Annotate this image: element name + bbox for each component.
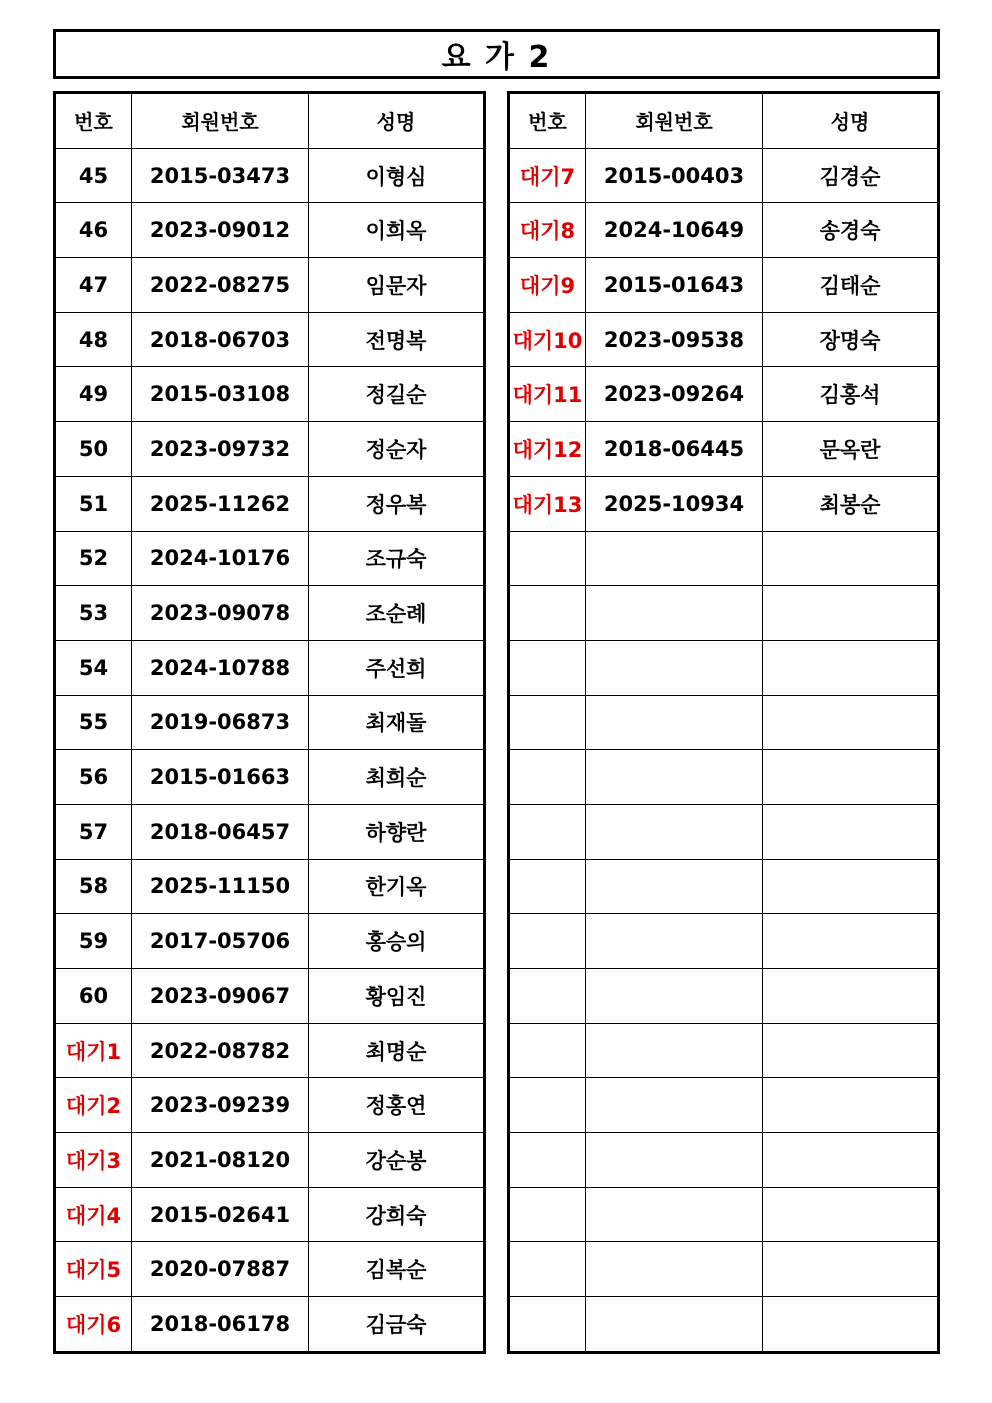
- cell-member-id: 2018-06703: [132, 312, 309, 367]
- table-row: [55, 969, 485, 1024]
- table-row: [55, 367, 485, 422]
- cell-number: 49: [55, 367, 132, 422]
- cell-member-id: 2025-11150: [132, 859, 309, 914]
- cell-number: 57: [55, 804, 132, 859]
- cell-member-id: [586, 1133, 763, 1188]
- cell-member-id: [586, 804, 763, 859]
- cell-number: [509, 1078, 586, 1133]
- cell-name: 전명복: [309, 312, 485, 367]
- cell-number: 대기6: [55, 1297, 132, 1353]
- table-row: [509, 531, 939, 586]
- header-member-id: 회원번호: [132, 93, 309, 149]
- cell-number: [509, 859, 586, 914]
- cell-name: 최희순: [309, 750, 485, 805]
- cell-member-id: 2023-09538: [586, 312, 763, 367]
- cell-member-id: [586, 969, 763, 1024]
- cell-member-id: 2018-06178: [132, 1297, 309, 1353]
- cell-number: 대기3: [55, 1133, 132, 1188]
- cell-member-id: [586, 1242, 763, 1297]
- cell-member-id: 2015-01643: [586, 258, 763, 313]
- page-title: [53, 29, 940, 79]
- cell-name: 조순례: [309, 586, 485, 641]
- cell-member-id: 2023-09264: [586, 367, 763, 422]
- table-row: [509, 1242, 939, 1297]
- cell-number: 대기11: [509, 367, 586, 422]
- roster-body-left: [55, 148, 485, 1352]
- cell-name: [763, 531, 939, 586]
- cell-name: [763, 640, 939, 695]
- page-title-text: 요 가 2: [441, 40, 552, 75]
- cell-number: 대기5: [55, 1242, 132, 1297]
- cell-name: 조규숙: [309, 531, 485, 586]
- roster-table-left: [53, 91, 486, 1354]
- cell-member-id: 2015-01663: [132, 750, 309, 805]
- cell-name: 김금숙: [309, 1297, 485, 1353]
- table-row: [55, 1133, 485, 1188]
- cell-member-id: [586, 1023, 763, 1078]
- header-number: 번호: [55, 93, 132, 149]
- cell-member-id: 2015-02641: [132, 1187, 309, 1242]
- header-name: 성명: [763, 93, 939, 149]
- cell-member-id: 2015-03473: [132, 148, 309, 203]
- table-row: [55, 1187, 485, 1242]
- cell-member-id: 2024-10788: [132, 640, 309, 695]
- cell-name: 김태순: [763, 258, 939, 313]
- cell-member-id: [586, 750, 763, 805]
- table-row: [509, 750, 939, 805]
- table-row: [509, 969, 939, 1024]
- cell-member-id: 2019-06873: [132, 695, 309, 750]
- cell-name: 송경숙: [763, 203, 939, 258]
- cell-member-id: 2018-06457: [132, 804, 309, 859]
- table-row: [509, 1187, 939, 1242]
- table-row: [55, 312, 485, 367]
- cell-member-id: 2020-07887: [132, 1242, 309, 1297]
- table-row: [509, 1133, 939, 1188]
- cell-number: [509, 1187, 586, 1242]
- cell-name: 이형심: [309, 148, 485, 203]
- cell-number: 대기8: [509, 203, 586, 258]
- table-row: [55, 586, 485, 641]
- cell-member-id: 2018-06445: [586, 422, 763, 477]
- cell-member-id: 2024-10649: [586, 203, 763, 258]
- cell-member-id: 2021-08120: [132, 1133, 309, 1188]
- cell-name: 임문자: [309, 258, 485, 313]
- cell-number: [509, 804, 586, 859]
- cell-name: 강순봉: [309, 1133, 485, 1188]
- cell-member-id: 2023-09732: [132, 422, 309, 477]
- table-row: [509, 1078, 939, 1133]
- cell-number: [509, 695, 586, 750]
- cell-name: [763, 859, 939, 914]
- cell-name: [763, 969, 939, 1024]
- cell-number: 55: [55, 695, 132, 750]
- cell-name: [763, 914, 939, 969]
- cell-member-id: [586, 1297, 763, 1353]
- cell-number: 50: [55, 422, 132, 477]
- cell-member-id: [586, 640, 763, 695]
- cell-member-id: 2015-00403: [586, 148, 763, 203]
- table-row: [55, 1023, 485, 1078]
- table-row: [55, 640, 485, 695]
- cell-number: [509, 1023, 586, 1078]
- cell-name: 정순자: [309, 422, 485, 477]
- roster-body-right: [509, 148, 939, 1352]
- cell-number: 46: [55, 203, 132, 258]
- cell-name: 한기옥: [309, 859, 485, 914]
- cell-name: [763, 695, 939, 750]
- table-row: [509, 422, 939, 477]
- cell-member-id: 2022-08782: [132, 1023, 309, 1078]
- cell-name: 정길순: [309, 367, 485, 422]
- table-row: [55, 750, 485, 805]
- cell-member-id: [586, 531, 763, 586]
- cell-number: 54: [55, 640, 132, 695]
- cell-name: 김홍석: [763, 367, 939, 422]
- roster-table-right: [507, 91, 940, 1354]
- cell-number: 대기10: [509, 312, 586, 367]
- table-row: [509, 1297, 939, 1353]
- cell-number: 대기9: [509, 258, 586, 313]
- cell-member-id: 2015-03108: [132, 367, 309, 422]
- cell-number: 53: [55, 586, 132, 641]
- cell-name: 이희옥: [309, 203, 485, 258]
- cell-number: 52: [55, 531, 132, 586]
- cell-member-id: 2025-11262: [132, 476, 309, 531]
- table-row: [509, 1023, 939, 1078]
- table-row: [55, 1242, 485, 1297]
- cell-number: [509, 586, 586, 641]
- header-name: 성명: [309, 93, 485, 149]
- table-row: [509, 148, 939, 203]
- cell-number: 58: [55, 859, 132, 914]
- cell-name: 하향란: [309, 804, 485, 859]
- table-row: [55, 531, 485, 586]
- cell-name: 문옥란: [763, 422, 939, 477]
- cell-number: 대기7: [509, 148, 586, 203]
- table-row: [509, 258, 939, 313]
- cell-number: 대기12: [509, 422, 586, 477]
- table-row: [55, 1297, 485, 1353]
- cell-number: 47: [55, 258, 132, 313]
- table-row: [509, 312, 939, 367]
- table-row: [55, 914, 485, 969]
- cell-name: 홍승의: [309, 914, 485, 969]
- cell-name: [763, 804, 939, 859]
- cell-number: 대기2: [55, 1078, 132, 1133]
- table-row: [55, 1078, 485, 1133]
- cell-member-id: [586, 914, 763, 969]
- cell-name: 주선희: [309, 640, 485, 695]
- header-number: 번호: [509, 93, 586, 149]
- table-row: [55, 422, 485, 477]
- cell-name: 정우복: [309, 476, 485, 531]
- cell-number: [509, 531, 586, 586]
- cell-name: 강희숙: [309, 1187, 485, 1242]
- cell-name: [763, 586, 939, 641]
- cell-name: [763, 1023, 939, 1078]
- cell-name: [763, 1078, 939, 1133]
- cell-member-id: 2023-09012: [132, 203, 309, 258]
- table-row: [509, 367, 939, 422]
- table-row: [55, 258, 485, 313]
- header-row: [55, 93, 485, 149]
- cell-member-id: 2024-10176: [132, 531, 309, 586]
- cell-number: [509, 969, 586, 1024]
- cell-number: 48: [55, 312, 132, 367]
- cell-name: 장명숙: [763, 312, 939, 367]
- cell-member-id: [586, 1187, 763, 1242]
- cell-name: [763, 1297, 939, 1353]
- table-row: [509, 640, 939, 695]
- table-row: [509, 203, 939, 258]
- table-row: [509, 804, 939, 859]
- cell-member-id: [586, 1078, 763, 1133]
- cell-member-id: 2023-09067: [132, 969, 309, 1024]
- cell-number: 56: [55, 750, 132, 805]
- table-row: [509, 476, 939, 531]
- cell-member-id: 2025-10934: [586, 476, 763, 531]
- table-row: [55, 859, 485, 914]
- table-row: [509, 586, 939, 641]
- cell-name: [763, 1133, 939, 1188]
- cell-number: [509, 750, 586, 805]
- cell-number: [509, 1242, 586, 1297]
- cell-name: 정홍연: [309, 1078, 485, 1133]
- cell-name: 최명순: [309, 1023, 485, 1078]
- cell-number: [509, 1133, 586, 1188]
- cell-name: [763, 1242, 939, 1297]
- cell-name: 황임진: [309, 969, 485, 1024]
- cell-number: [509, 640, 586, 695]
- cell-member-id: 2023-09078: [132, 586, 309, 641]
- cell-number: [509, 1297, 586, 1353]
- header-row: [509, 93, 939, 149]
- cell-name: 최봉순: [763, 476, 939, 531]
- cell-name: 최재돌: [309, 695, 485, 750]
- cell-number: 60: [55, 969, 132, 1024]
- cell-number: 대기1: [55, 1023, 132, 1078]
- cell-member-id: [586, 859, 763, 914]
- cell-member-id: 2022-08275: [132, 258, 309, 313]
- table-row: [55, 804, 485, 859]
- cell-number: 대기4: [55, 1187, 132, 1242]
- table-row: [55, 476, 485, 531]
- cell-member-id: 2017-05706: [132, 914, 309, 969]
- cell-member-id: 2023-09239: [132, 1078, 309, 1133]
- cell-name: 김경순: [763, 148, 939, 203]
- table-row: [55, 148, 485, 203]
- cell-name: 김복순: [309, 1242, 485, 1297]
- table-row: [509, 859, 939, 914]
- cell-number: 대기13: [509, 476, 586, 531]
- cell-name: [763, 1187, 939, 1242]
- cell-name: [763, 750, 939, 805]
- cell-number: 45: [55, 148, 132, 203]
- cell-number: 59: [55, 914, 132, 969]
- cell-number: [509, 914, 586, 969]
- table-row: [509, 914, 939, 969]
- cell-member-id: [586, 586, 763, 641]
- cell-member-id: [586, 695, 763, 750]
- table-row: [509, 695, 939, 750]
- header-member-id: 회원번호: [586, 93, 763, 149]
- table-row: [55, 203, 485, 258]
- cell-number: 51: [55, 476, 132, 531]
- table-row: [55, 695, 485, 750]
